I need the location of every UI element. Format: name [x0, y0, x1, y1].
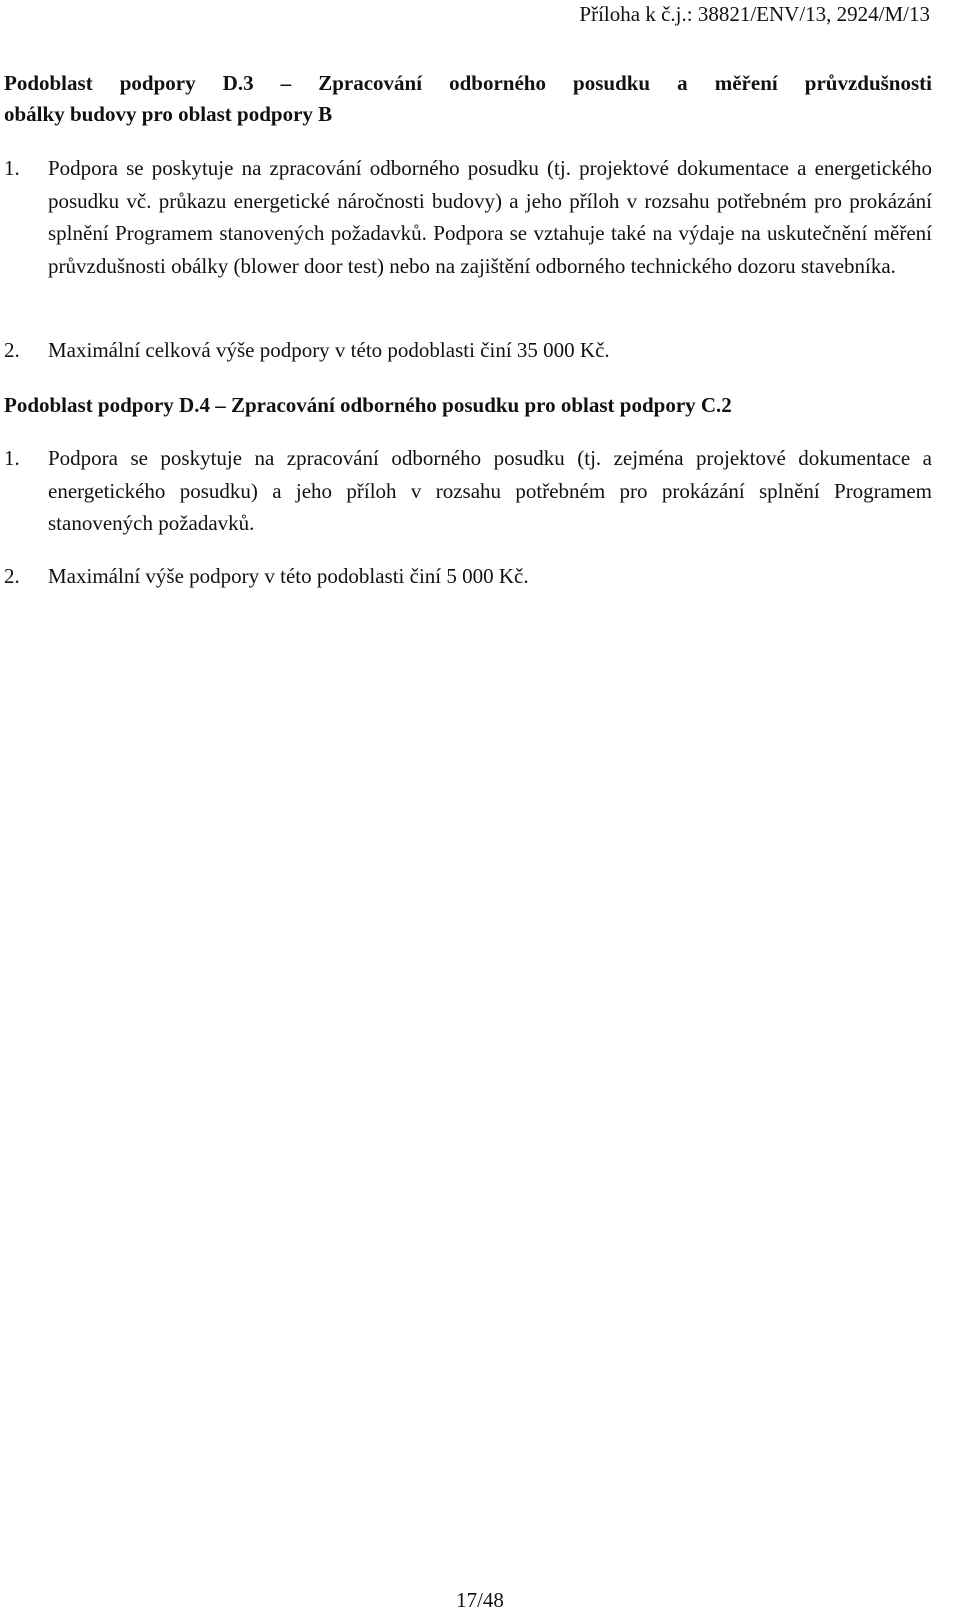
section-heading-d3-line1: Podoblast podpory D.3 – Zpracování odborného posudku a měření průvzdušnosti: [4, 71, 932, 95]
section-heading-d4: [4, 390, 932, 421]
list-item-number: 1.: [4, 156, 20, 180]
list-item: [4, 560, 932, 593]
section-heading-d3: [4, 68, 932, 130]
list-item-text: Podpora se poskytuje na zpracování odborného posudku (tj. zejména projektové dokumentace a energetického posudku) a jeho příloh v rozsahu potřebném pro prokázání splnění Programem stanovených požadavků.: [48, 446, 932, 535]
list-item: [4, 152, 932, 282]
list-item-number: 2.: [4, 564, 20, 588]
section-heading-d4-line1: Podoblast podpory D.4 – Zpracování odborného posudku pro oblast podpory C.2: [4, 393, 732, 417]
list-item-text: Maximální výše podpory v této podoblasti činí 5 000 Kč.: [48, 564, 529, 588]
section-heading-d3-line2: obálky budovy pro oblast podpory B: [4, 102, 333, 126]
page-number: 17/48: [456, 1588, 504, 1612]
list-item: [4, 442, 932, 540]
list-item-text: Maximální celková výše podpory v této podoblasti činí 35 000 Kč.: [48, 338, 610, 362]
list-item: [4, 334, 932, 367]
document-reference: Příloha k č.j.: 38821/ENV/13, 2924/M/13: [579, 2, 930, 26]
list-item-text: Podpora se poskytuje na zpracování odborného posudku (tj. projektové dokumentace a energetického posudku vč. průkazu energetické náročnosti budovy) a jeho příloh v rozsahu potřebném pro prokázání splnění Programem stanovených požadavků. Podpora se vztahuje také na výdaje na uskutečnění měření průvzdušnosti obálky (blower door test) nebo na zajištění odborného technického dozoru stavebníka.: [48, 156, 932, 278]
list-item-number: 1.: [4, 446, 20, 470]
list-item-number: 2.: [4, 338, 20, 362]
